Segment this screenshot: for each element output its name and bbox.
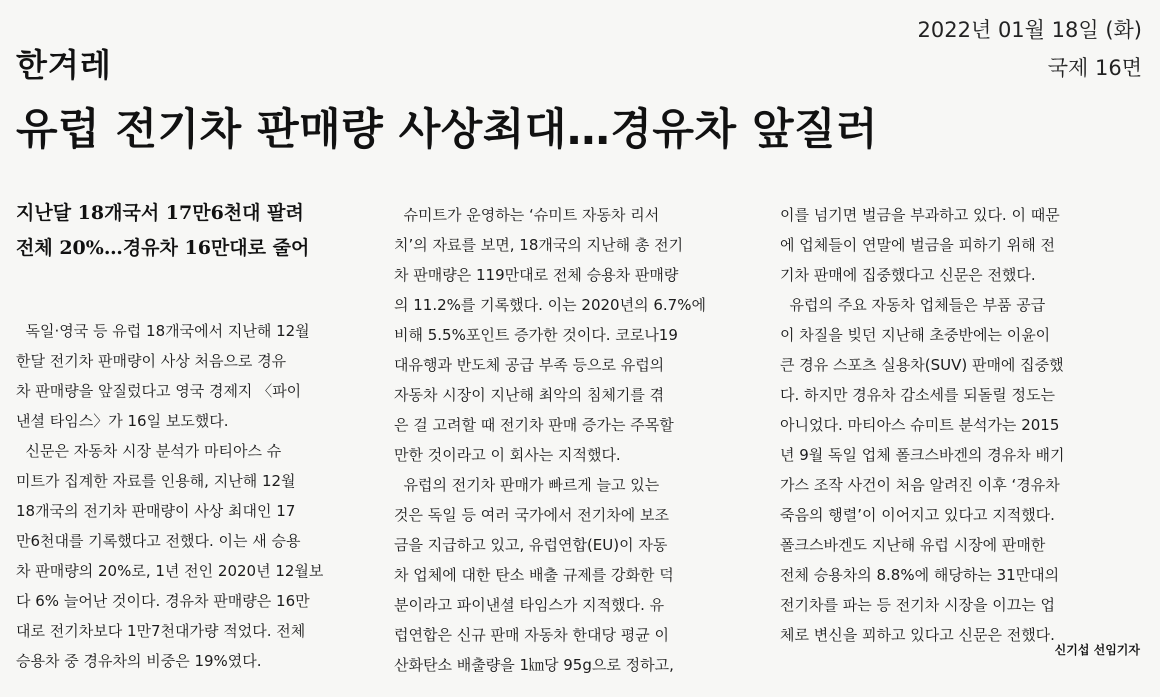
text-line: 만한 것이라고 이 회사는 지적했다. <box>394 446 621 464</box>
text-line: 슈미트가 운영하는 ‘슈미트 자동차 리서 <box>394 206 660 224</box>
article-byline: 신기섭 선임기자 <box>1054 643 1140 657</box>
text-line: 큰 경유 스포츠 실용차(SUV) 판매에 집중했 <box>780 356 1064 374</box>
text-line: 것은 독일 등 여러 국가에서 전기차에 보조 <box>394 506 669 524</box>
text-line: 차 판매량의 20%로, 1년 전인 2020년 12월보 <box>16 562 324 580</box>
text-line: 죽음의 행렬’이 이어지고 있다고 지적했다. <box>780 506 1055 524</box>
text-line: 유럽의 주요 자동차 업체들은 부품 공급 <box>780 296 1046 314</box>
text-line: 은 걸 고려할 때 전기차 판매 증가는 주목할 <box>394 416 674 434</box>
text-line: 기차 판매에 집중했다고 신문은 전했다. <box>780 266 1036 284</box>
text-line: 만6천대를 기록했다고 전했다. 이는 새 승용 <box>16 532 301 550</box>
text-line: 이를 넘기면 벌금을 부과하고 있다. 이 때문 <box>780 206 1060 224</box>
text-line: 에 업체들이 연말에 벌금을 피하기 위해 전 <box>780 236 1055 254</box>
text-line: 산화탄소 배출량을 1㎞당 95g으로 정하고, <box>394 656 674 674</box>
text-line: 의 11.2%를 기록했다. 이는 2020년의 6.7%에 <box>394 296 706 314</box>
article-subheadline <box>16 196 372 266</box>
text-line: 대유행과 반도체 공급 부족 등으로 유럽의 <box>394 356 665 374</box>
newspaper-masthead: 한겨레 <box>16 46 112 84</box>
text-line: 한달 전기차 판매량이 사상 처음으로 경유 <box>16 352 287 370</box>
text-line: 독일·영국 등 유럽 18개국에서 지난해 12월 <box>16 322 310 340</box>
text-line: 유럽의 전기차 판매가 빠르게 늘고 있는 <box>394 476 660 494</box>
text-line: 전기차를 파는 등 전기차 시장을 이끄는 업 <box>780 596 1055 614</box>
subheadline-line: 지난달 18개국서 17만6천대 팔려 <box>16 202 304 224</box>
text-line: 럽연합은 신규 판매 자동차 한대당 평균 이 <box>394 626 669 644</box>
text-line: 금을 지급하고 있고, 유럽연합(EU)이 자동 <box>394 536 668 554</box>
publication-date: 2022년 01월 18일 (화) <box>917 18 1142 42</box>
article-column-1 <box>16 190 372 670</box>
text-line: 체로 변신을 꾀하고 있다고 신문은 전했다. <box>780 626 1055 644</box>
text-line: 이 차질을 빚던 지난해 초중반에는 이윤이 <box>780 326 1051 344</box>
subheadline-line: 전체 20%…경유차 16만대로 줄어 <box>16 237 310 259</box>
column-body <box>394 200 760 680</box>
text-line: 미트가 집계한 자료를 인용해, 지난해 12월 <box>16 472 296 490</box>
text-line: 아니었다. 마티아스 슈미트 분석가는 2015 <box>780 416 1060 434</box>
text-line: 다 6% 늘어난 것이다. 경유차 판매량은 16만 <box>16 592 310 610</box>
column-body <box>780 200 1146 650</box>
text-line: 대로 전기차보다 1만7천대가량 적었다. 전체 <box>16 622 306 640</box>
text-line: 다. 하지만 경유차 감소세를 되돌릴 정도는 <box>780 386 1055 404</box>
text-line: 차 업체에 대한 탄소 배출 규제를 강화한 덕 <box>394 566 674 584</box>
text-line: 승용차 중 경유차의 비중은 19%였다. <box>16 652 262 670</box>
article-headline: 유럽 전기차 판매량 사상최대…경유차 앞질러 <box>16 105 879 155</box>
text-line: 치’의 자료를 보면, 18개국의 지난해 총 전기 <box>394 236 684 254</box>
section-page: 국제 16면 <box>1047 56 1142 80</box>
column-body <box>16 316 372 676</box>
text-line: 전체 승용차의 8.8%에 해당하는 31만대의 <box>780 566 1060 584</box>
text-line: 18개국의 전기차 판매량이 사상 최대인 17 <box>16 502 296 520</box>
text-line: 분이라고 파이낸셜 타임스가 지적했다. 유 <box>394 596 665 614</box>
text-line: 폴크스바겐도 지난해 유럽 시장에 판매한 <box>780 536 1046 554</box>
text-line: 신문은 자동차 시장 분석가 마티아스 슈 <box>16 442 282 460</box>
text-line: 년 9월 독일 업체 폴크스바겐의 경유차 배기 <box>780 446 1065 464</box>
text-line: 차 판매량을 앞질렀다고 영국 경제지 〈파이 <box>16 382 302 400</box>
text-line: 자동차 시장이 지난해 최악의 침체기를 겪 <box>394 386 665 404</box>
text-line: 비해 5.5%포인트 증가한 것이다. 코로나19 <box>394 326 678 344</box>
text-line: 가스 조작 사건이 처음 알려진 이후 ‘경유차 <box>780 476 1060 494</box>
text-line: 낸셜 타임스〉가 16일 보도했다. <box>16 412 229 430</box>
text-line: 차 판매량은 119만대로 전체 승용차 판매량 <box>394 266 679 284</box>
